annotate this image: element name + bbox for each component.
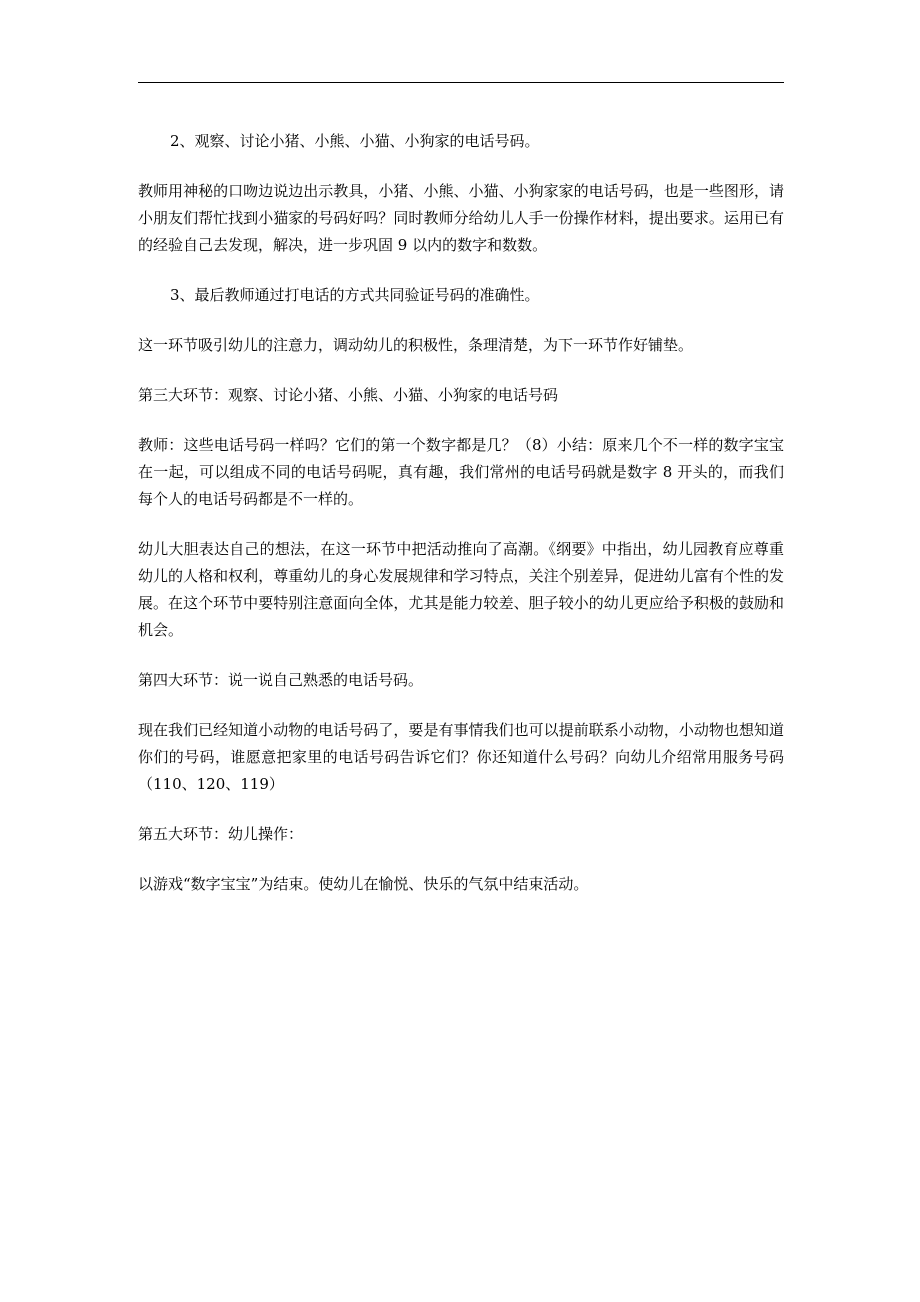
document-body	[138, 128, 784, 921]
paragraph-11: 以游戏“数字宝宝”为结束。使幼儿在愉悦、快乐的气氛中结束活动。	[138, 875, 589, 893]
paragraph-7: 幼儿大胆表达自己的想法，在这一环节中把活动推向了高潮。《纲要》中指出，幼儿园教育应尊重幼儿的人格和权利，尊重幼儿的身心发展规律和学习特点，关注个别差异，促进幼儿富有个性的发展。在这个环节中要特别注意面向全体，尤其是能力较差、胆子较小的幼儿更应给予积极的鼓励和机会。	[138, 540, 784, 639]
section-heading-4: 第四大环节：说一说自己熟悉的电话号码。	[138, 671, 424, 689]
paragraph-2: 教师用神秘的口吻边说边出示教具，小猪、小熊、小猫、小狗家家的电话号码，也是一些图形，请小朋友们帮忙找到小猫家的号码好吗？同时教师分给幼儿人手一份操作材料，提出要求。运用已有的经验自己去发现，解决，进一步巩固 9 以内的数字和数数。	[138, 182, 784, 254]
paragraph-1: 2、观察、讨论小猪、小熊、小猫、小狗家的电话号码。	[170, 132, 540, 150]
paragraph-9: 现在我们已经知道小动物的电话号码了，要是有事情我们也可以提前联系小动物，小动物也想知道你们的号码，谁愿意把家里的电话号码告诉它们？你还知道什么号码？向幼儿介绍常用服务号码（110、120、119）	[138, 721, 784, 793]
paragraph-4: 这一环节吸引幼儿的注意力，调动幼儿的积极性，条理清楚，为下一环节作好铺垫。	[138, 336, 694, 354]
header-rule	[138, 82, 784, 83]
paragraph-3: 3、最后教师通过打电话的方式共同验证号码的准确性。	[170, 286, 540, 304]
section-heading-5: 第五大环节：幼儿操作：	[138, 825, 304, 843]
paragraph-6: 教师：这些电话号码一样吗？它们的第一个数字都是几？（8）小结：原来几个不一样的数字宝宝在一起，可以组成不同的电话号码呢，真有趣，我们常州的电话号码就是数字 8 开头的，而我们每个人的电话号码都是不一样的。	[138, 436, 784, 508]
section-heading-3: 第三大环节：观察、讨论小猪、小熊、小猫、小狗家的电话号码	[138, 386, 559, 404]
